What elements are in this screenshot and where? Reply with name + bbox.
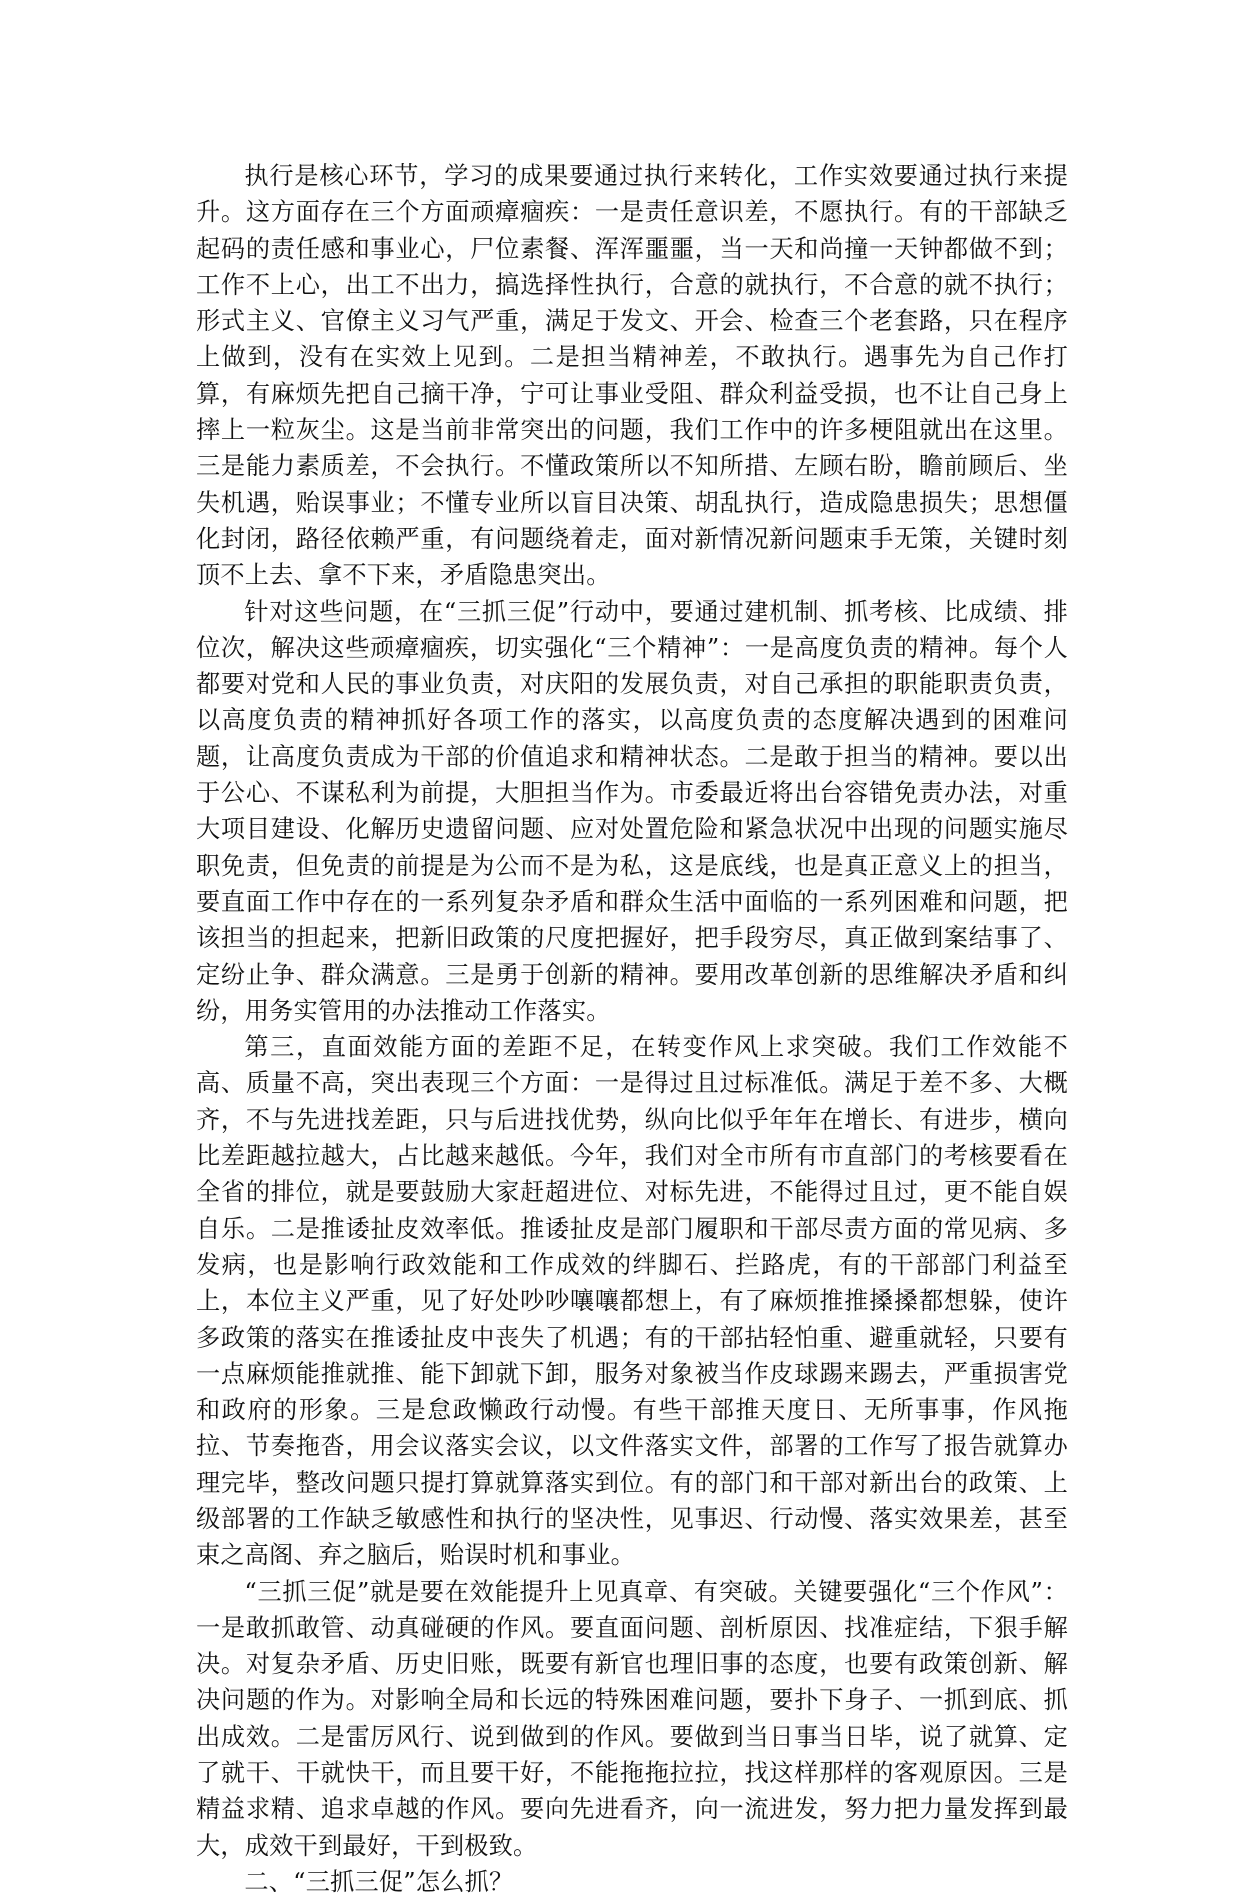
document-body <box>196 158 1068 1900</box>
section-heading: 二、“三抓三促”怎么抓？ <box>244 1867 514 1896</box>
paragraph-three-spirits: 针对这些问题，在“三抓三促”行动中，要通过建机制、抓考核、比成绩、排位次，解决这些顽瘴痼疾，切实强化“三个精神”：一是高度负责的精神。每个人都要对党和人民的事业负责，对庆阳的发展负责，对自己承担的职能职责负责，以高度负责的精神抓好各项工作的落实，以高度负责的态度解决遇到的困难问题，让高度负责成为干部的价值追求和精神状态。二是敢于担当的精神。要以出于公心、不谋私利为前提，大胆担当作为。市委最近将出台容错免责办法，对重大项目建设、化解历史遗留问题、应对处置危险和紧急状况中出现的问题实施尽职免责，但免责的前提是为公而不是为私，这是底线，也是真正意义上的担当，要直面工作中存在的一系列复杂矛盾和群众生活中面临的一系列困难和问题，把该担当的担起来，把新旧政策的尺度把握好，把手段穷尽，真正做到案结事了、定纷止争、群众满意。三是勇于创新的精神。要用改革创新的思维解决矛盾和纠纷，用务实管用的办法推动工作落实。 <box>196 597 1068 1025</box>
paragraph-three-styles: “三抓三促”就是要在效能提升上见真章、有突破。关键要强化“三个作风”：一是敢抓敢管、动真碰硬的作风。要直面问题、剖析原因、找准症结，下狠手解决。对复杂矛盾、历史旧账，既要有新官也理旧事的态度，也要有政策创新、解决问题的作为。对影响全局和长远的特殊困难问题，要扑下身子、一抓到底、抓出成效。二是雷厉风行、说到做到的作风。要做到当日事当日毕，说了就算、定了就干、干就快干，而且要干好，不能拖拖拉拉，找这样那样的客观原因。三是精益求精、追求卓越的作风。要向先进看齐，向一流进发，努力把力量发挥到最大，成效干到最好，干到极致。 <box>196 1577 1068 1860</box>
paragraph-execution-problems: 执行是核心环节，学习的成果要通过执行来转化，工作实效要通过执行来提升。这方面存在三个方面顽瘴痼疾：一是责任意识差，不愿执行。有的干部缺乏起码的责任感和事业心，尸位素餐、浑浑噩噩，当一天和尚撞一天钟都做不到；工作不上心，出工不出力，搞选择性执行，合意的就执行，不合意的就不执行；形式主义、官僚主义习气严重，满足于发文、开会、检查三个老套路，只在程序上做到，没有在实效上见到。二是担当精神差，不敢执行。遇事先为自己作打算，有麻烦先把自己摘干净，宁可让事业受阻、群众利益受损，也不让自己身上摔上一粒灰尘。这是当前非常突出的问题，我们工作中的许多梗阻就出在这里。三是能力素质差，不会执行。不懂政策所以不知所措、左顾右盼，瞻前顾后、坐失机遇，贻误事业；不懂专业所以盲目决策、胡乱执行，造成隐患损失；思想僵化封闭，路径依赖严重，有问题绕着走，面对新情况新问题束手无策，关键时刻顶不上去、拿不下来，矛盾隐患突出。 <box>196 162 1068 590</box>
paragraph-efficiency-gaps: 第三，直面效能方面的差距不足，在转变作风上求突破。我们工作效能不高、质量不高，突出表现三个方面：一是得过且过标准低。满足于差不多、大概齐，不与先进找差距，只与后进找优势，纵向比似乎年年在增长、有进步，横向比差距越拉越大，占比越来越低。今年，我们对全市所有市直部门的考核要看在全省的排位，就是要鼓励大家赶超进位、对标先进，不能得过且过，更不能自娱自乐。二是推诿扯皮效率低。推诿扯皮是部门履职和干部尽责方面的常见病、多发病，也是影响行政效能和工作成效的绊脚石、拦路虎，有的干部部门利益至上，本位主义严重，见了好处吵吵嚷嚷都想上，有了麻烦推推搡搡都想躲，使许多政策的落实在推诿扯皮中丧失了机遇；有的干部拈轻怕重、避重就轻，只要有一点麻烦能推就推、能下卸就下卸，服务对象被当作皮球踢来踢去，严重损害党和政府的形象。三是怠政懒政行动慢。有些干部推天度日、无所事事，作风拖拉、节奏拖沓，用会议落实会议，以文件落实文件，部署的工作写了报告就算办理完毕，整改问题只提打算就算落实到位。有的部门和干部对新出台的政策、上级部署的工作缺乏敏感性和执行的坚决性，见事迟、行动慢、落实效果差，甚至束之高阁、弃之脑后，贻误时机和事业。 <box>196 1033 1068 1570</box>
